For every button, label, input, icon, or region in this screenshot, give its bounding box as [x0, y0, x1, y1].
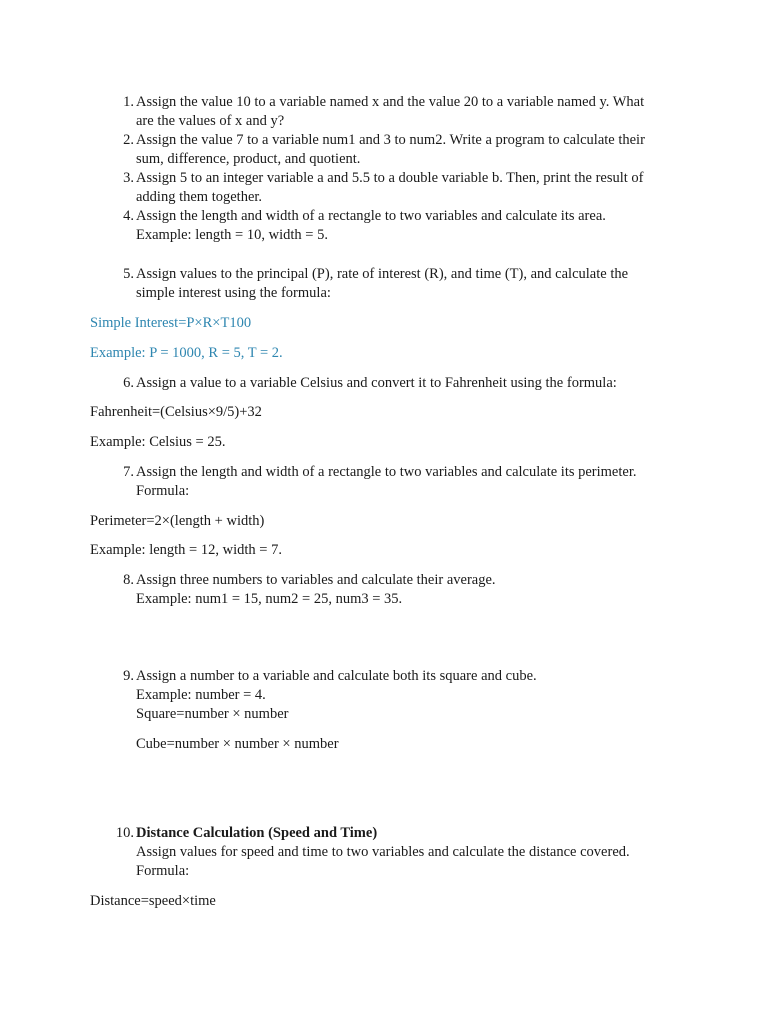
list-item-text: Square=number × number	[136, 706, 289, 722]
list-number: 8.	[123, 572, 134, 588]
simple-interest-formula: Simple Interest=P×R×T100	[90, 315, 252, 331]
list-item-text: Formula:	[136, 863, 190, 879]
list-item-text: Assign values for speed and time to two variables and calculate the distance covered.	[136, 844, 630, 860]
list-item-text: Assign the length and width of a rectangle to two variables and calculate its perimeter.	[136, 464, 637, 480]
perimeter-formula: Perimeter=2×(length + width)	[90, 513, 265, 529]
list-number: 5.	[123, 266, 134, 282]
list-item-text: Assign a value to a variable Celsius and convert it to Fahrenheit using the formula:	[136, 375, 617, 391]
celsius-example: Example: Celsius = 25.	[90, 434, 226, 450]
fahrenheit-formula: Fahrenheit=(Celsius×9/5)+32	[90, 404, 262, 420]
list-item-text: simple interest using the formula:	[136, 285, 331, 301]
list-number: 6.	[123, 375, 134, 391]
list-item-text: Assign the value 10 to a variable named x and the value 20 to a variable named y. What	[136, 94, 645, 110]
list-item-text: Example: number = 4.	[136, 687, 266, 703]
list-item-text: Assign the length and width of a rectangle to two variables and calculate its area.	[136, 208, 606, 224]
list-item-text: adding them together.	[136, 189, 263, 205]
list-number: 4.	[123, 208, 134, 224]
distance-formula: Distance=speed×time	[90, 893, 216, 909]
list-item-text: Assign values to the principal (P), rate of interest (R), and time (T), and calculate the	[136, 266, 629, 282]
list-item-text: Assign three numbers to variables and calculate their average.	[136, 572, 496, 588]
list-number: 7.	[123, 464, 134, 480]
list-number: 3.	[123, 170, 134, 186]
list-item-text: Assign the value 7 to a variable num1 and 3 to num2. Write a program to calculate their	[136, 132, 645, 148]
list-item-text: Formula:	[136, 483, 190, 499]
list-item-text: Example: length = 10, width = 5.	[136, 227, 328, 243]
simple-interest-example: Example: P = 1000, R = 5, T = 2.	[90, 345, 283, 361]
perimeter-example: Example: length = 12, width = 7.	[90, 542, 282, 558]
list-item-text: Assign a number to a variable and calculate both its square and cube.	[136, 668, 537, 684]
cube-formula: Cube=number × number × number	[136, 736, 339, 752]
section-heading: Distance Calculation (Speed and Time)	[136, 825, 378, 841]
list-number: 1.	[123, 94, 134, 110]
list-number: 2.	[123, 132, 134, 148]
list-number: 9.	[123, 668, 134, 684]
list-item-text: are the values of x and y?	[136, 113, 285, 129]
list-item-text: Assign 5 to an integer variable a and 5.5 to a double variable b. Then, print the result of	[136, 170, 644, 186]
list-item-text: sum, difference, product, and quotient.	[136, 151, 361, 167]
list-number: 10.	[115, 825, 134, 841]
list-item-text: Example: num1 = 15, num2 = 25, num3 = 35.	[136, 591, 403, 607]
